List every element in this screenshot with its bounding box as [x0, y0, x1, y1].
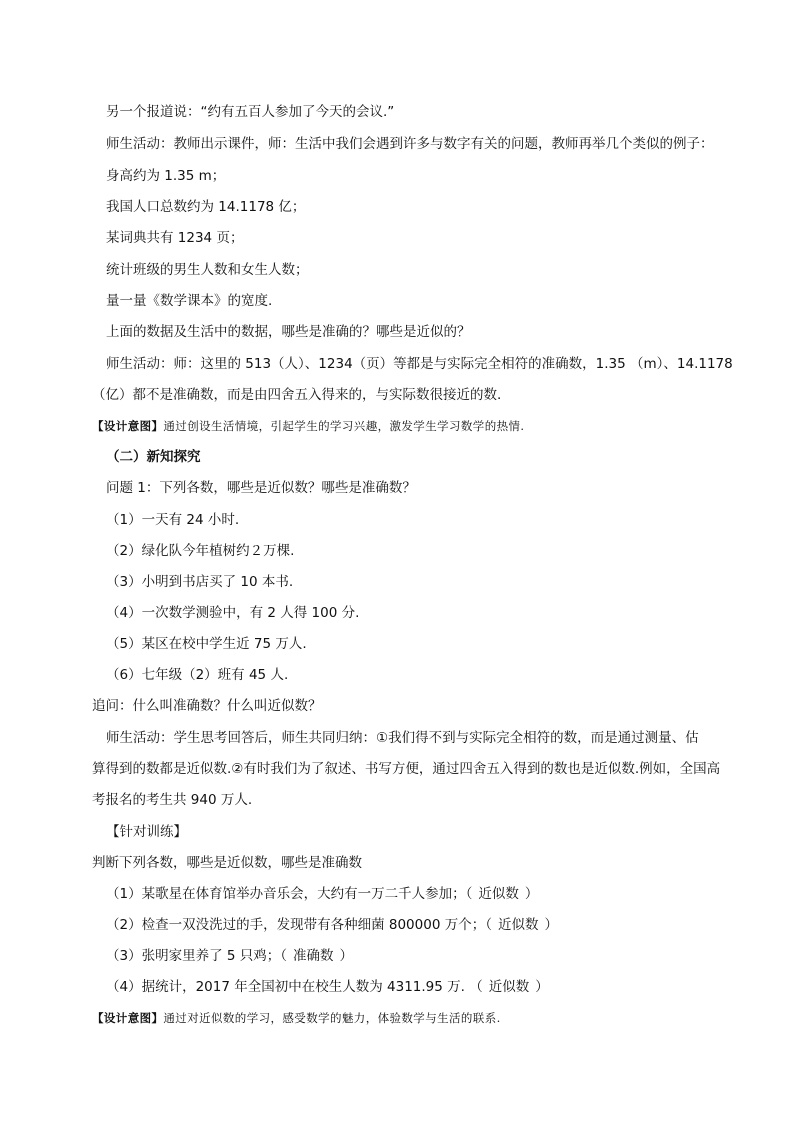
question-item: （6）七年级（2）班有 45 人.	[106, 667, 289, 683]
design-intent-1	[92, 416, 734, 436]
text-line: 师生活动：教师出示课件，师：生活中我们会遇到许多与数字有关的问题，教师再举几个类似的例子：	[106, 136, 714, 152]
training-answer: 近似数	[497, 917, 539, 933]
training-item-text: （4）据统计，2017 年全国初中在校生人数为 4311.95 万. （	[106, 979, 483, 995]
design-intent-tag: 【设计意图】	[92, 419, 164, 433]
question-item: （4）一次数学测验中，有 2 人得 100 分.	[106, 605, 360, 621]
training-item-close: ）	[535, 979, 549, 995]
activity-line: 算得到的数都是近似数.②有时我们为了叙述、书写方便，通过四舍五入得到的数也是近似数.例如，全国高	[92, 761, 721, 777]
text-line: 统计班级的男生人数和女生人数；	[106, 262, 309, 278]
training-item	[106, 946, 734, 966]
training-item	[106, 884, 734, 904]
text-line: 量一量《数学课本》的宽度.	[106, 293, 273, 309]
text-line: 师生活动：师：这里的 513（人）、1234（页）等都是与实际完全相符的准确数，1.35 （m）、14.1178	[106, 356, 733, 372]
training-item-text: （1）某歌星在体育馆举办音乐会，大约有一万二千人参加；（	[106, 886, 473, 902]
follow-up-question: 追问：什么叫准确数？什么叫近似数？	[92, 698, 322, 714]
training-item-close: ）	[524, 886, 539, 902]
training-item-text: （2）检查一双没洗过的手，发现带有各种细菌 800000 万个；（	[106, 917, 492, 933]
text-line: 上面的数据及生活中的数据，哪些是准确的？哪些是近似的？	[106, 324, 471, 340]
text-line: （亿）都不是准确数，而是由四舍五入得来的，与实际数很接近的数.	[92, 387, 502, 403]
training-item-close: ）	[544, 917, 558, 933]
question-1: 问题 1：下列各数，哪些是近似数？哪些是准确数？	[106, 480, 416, 496]
training-answer: 近似数	[478, 886, 519, 902]
design-intent-tag: 【设计意图】	[92, 1011, 164, 1025]
training-item-close: ）	[339, 948, 354, 964]
question-item: （1）一天有 24 小时.	[106, 512, 240, 528]
design-intent-2	[92, 1008, 734, 1028]
activity-line: 考报名的考生共 940 万人.	[92, 792, 253, 808]
question-item: （5）某区在校中学生近 75 万人.	[106, 636, 307, 652]
section-title: （二）新知探究	[106, 449, 201, 465]
training-answer: 准确数	[293, 948, 334, 964]
question-item: （2）绿化队今年植树约２万棵.	[106, 543, 295, 559]
training-item	[106, 915, 734, 935]
design-intent-text: 通过创设生活情境，引起学生的学习兴趣，激发学生学习数学的热情.	[163, 419, 525, 433]
text-line: 某词典共有 1234 页；	[106, 230, 244, 246]
training-intro: 判断下列各数，哪些是近似数，哪些是准确数	[92, 855, 362, 871]
training-answer: 近似数	[488, 979, 530, 995]
design-intent-text: 通过对近似数的学习，感受数学的魅力，体验数学与生活的联系.	[163, 1011, 501, 1025]
training-title: 【针对训练】	[106, 824, 187, 840]
training-item	[106, 977, 734, 997]
activity-line: 师生活动：学生思考回答后，师生共同归纳：①我们得不到与实际完全相符的数，而是通过测量、估	[106, 730, 699, 746]
text-line: 我国人口总数约为 14.1178 亿；	[106, 199, 306, 215]
training-item-text: （3）张明家里养了 5 只鸡；（	[106, 948, 288, 964]
question-item: （3）小明到书店买了 10 本书.	[106, 574, 294, 590]
text-line: 身高约为 1.35 m；	[106, 168, 226, 184]
text-line: 另一个报道说：“约有五百人参加了今天的会议.”	[106, 104, 395, 120]
